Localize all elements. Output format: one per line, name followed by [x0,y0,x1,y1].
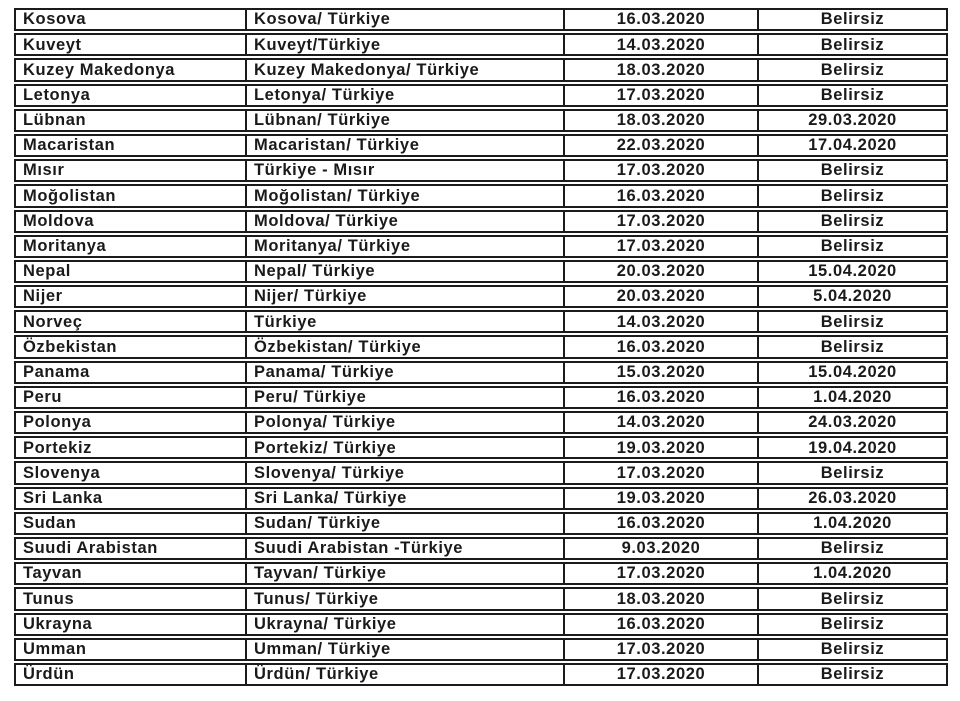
start-date-cell: 20.03.2020 [563,262,757,281]
route-cell: Lübnan/ Türkiye [245,111,563,130]
start-date-cell: 14.03.2020 [563,35,757,54]
route-cell: Peru/ Türkiye [245,388,563,407]
table-row [14,260,948,283]
country-cell: Kuzey Makedonya [23,60,176,79]
end-date-cell: 17.04.2020 [757,136,946,155]
start-date-cell: 19.03.2020 [563,438,757,457]
table-row [14,638,948,661]
table-row [14,361,948,384]
table-row [14,436,948,459]
end-date-cell: Belirsiz [757,337,946,356]
table-row [14,58,948,81]
end-date-cell: Belirsiz [757,640,946,659]
end-date-cell: 15.04.2020 [757,262,946,281]
end-date-cell: Belirsiz [757,60,946,79]
route-cell: Suudi Arabistan -Türkiye [245,539,563,558]
table-row [14,663,948,686]
country-cell: Norveç [23,312,83,331]
country-cell: Moldova [23,211,95,230]
route-cell: Kuveyt/Türkiye [245,35,563,54]
start-date-cell: 17.03.2020 [563,564,757,583]
end-date-cell: 26.03.2020 [757,489,946,508]
table-row [14,613,948,636]
country-cell: Umman [23,640,87,659]
route-cell: Türkiye [245,312,563,331]
route-cell: Panama/ Türkiye [245,363,563,382]
start-date-cell: 16.03.2020 [563,615,757,634]
start-date-cell: 16.03.2020 [563,10,757,29]
country-cell: Sudan [23,514,77,533]
route-cell: Tunus/ Türkiye [245,589,563,608]
country-cell: Tayvan [23,564,83,583]
end-date-cell: Belirsiz [757,35,946,54]
end-date-cell: Belirsiz [757,589,946,608]
table-row [14,184,948,207]
country-cell: Kuveyt [23,35,82,54]
country-cell: Nepal [23,262,71,281]
table-row [14,587,948,610]
start-date-cell: 17.03.2020 [563,161,757,180]
end-date-cell: Belirsiz [757,10,946,29]
country-cell: Tunus [23,589,75,608]
start-date-cell: 18.03.2020 [563,589,757,608]
end-date-cell: Belirsiz [757,665,946,684]
table-row [14,562,948,585]
table-row [14,310,948,333]
country-cell: Ürdün [23,665,75,684]
country-cell: Kosova [23,10,87,29]
start-date-cell: 16.03.2020 [563,186,757,205]
route-cell: Kuzey Makedonya/ Türkiye [245,60,563,79]
start-date-cell: 14.03.2020 [563,413,757,432]
table-row [14,109,948,132]
end-date-cell: 15.04.2020 [757,363,946,382]
start-date-cell: 17.03.2020 [563,665,757,684]
end-date-cell: Belirsiz [757,615,946,634]
table-row [14,159,948,182]
table-row [14,335,948,358]
start-date-cell: 18.03.2020 [563,60,757,79]
end-date-cell: 1.04.2020 [757,514,946,533]
start-date-cell: 16.03.2020 [563,388,757,407]
end-date-cell: Belirsiz [757,86,946,105]
country-cell: Polonya [23,413,92,432]
end-date-cell: 29.03.2020 [757,111,946,130]
route-cell: Nijer/ Türkiye [245,287,563,306]
table-row [14,537,948,560]
end-date-cell: 24.03.2020 [757,413,946,432]
table-row [14,210,948,233]
end-date-cell: Belirsiz [757,161,946,180]
end-date-cell: Belirsiz [757,463,946,482]
route-cell: Umman/ Türkiye [245,640,563,659]
route-cell: Polonya/ Türkiye [245,413,563,432]
country-cell: Özbekistan [23,337,118,356]
route-cell: Tayvan/ Türkiye [245,564,563,583]
end-date-cell: 1.04.2020 [757,564,946,583]
route-cell: Slovenya/ Türkiye [245,463,563,482]
table-row [14,285,948,308]
start-date-cell: 16.03.2020 [563,514,757,533]
start-date-cell: 16.03.2020 [563,337,757,356]
route-cell: Macaristan/ Türkiye [245,136,563,155]
end-date-cell: Belirsiz [757,312,946,331]
start-date-cell: 17.03.2020 [563,237,757,256]
end-date-cell: Belirsiz [757,539,946,558]
table-row [14,33,948,56]
country-cell: Peru [23,388,63,407]
start-date-cell: 18.03.2020 [563,111,757,130]
country-cell: Sri Lanka [23,488,103,507]
route-cell: Türkiye - Mısır [245,161,563,180]
route-cell: Portekiz/ Türkiye [245,438,563,457]
country-cell: Portekiz [23,438,92,457]
start-date-cell: 17.03.2020 [563,212,757,231]
flight-suspension-table [14,8,948,686]
table-row [14,386,948,409]
route-cell: Letonya/ Türkiye [245,86,563,105]
start-date-cell: 17.03.2020 [563,463,757,482]
end-date-cell: Belirsiz [757,186,946,205]
route-cell: Moritanya/ Türkiye [245,237,563,256]
table-row [14,512,948,535]
start-date-cell: 20.03.2020 [563,287,757,306]
table-row [14,235,948,258]
route-cell: Sudan/ Türkiye [245,514,563,533]
country-cell: Mısır [23,161,65,180]
end-date-cell: Belirsiz [757,237,946,256]
country-cell: Nijer [23,287,63,306]
end-date-cell: 1.04.2020 [757,388,946,407]
start-date-cell: 22.03.2020 [563,136,757,155]
start-date-cell: 14.03.2020 [563,312,757,331]
country-cell: Moğolistan [23,186,117,205]
start-date-cell: 9.03.2020 [563,539,757,558]
country-cell: Slovenya [23,463,101,482]
start-date-cell: 19.03.2020 [563,489,757,508]
table-row [14,487,948,510]
table-row [14,461,948,484]
country-cell: Lübnan [23,111,87,130]
country-cell: Ukrayna [23,614,93,633]
route-cell: Ürdün/ Türkiye [245,665,563,684]
table-row [14,134,948,157]
table-row [14,411,948,434]
route-cell: Özbekistan/ Türkiye [245,337,563,356]
route-cell: Sri Lanka/ Türkiye [245,489,563,508]
country-cell: Moritanya [23,237,107,256]
table-row [14,8,948,31]
route-cell: Kosova/ Türkiye [245,10,563,29]
country-cell: Suudi Arabistan [23,539,158,558]
route-cell: Moğolistan/ Türkiye [245,186,563,205]
start-date-cell: 17.03.2020 [563,86,757,105]
route-cell: Moldova/ Türkiye [245,212,563,231]
start-date-cell: 15.03.2020 [563,363,757,382]
end-date-cell: 19.04.2020 [757,438,946,457]
end-date-cell: Belirsiz [757,212,946,231]
country-cell: Letonya [23,85,91,104]
route-cell: Nepal/ Türkiye [245,262,563,281]
country-cell: Macaristan [23,136,116,155]
country-cell: Panama [23,362,90,381]
end-date-cell: 5.04.2020 [757,287,946,306]
start-date-cell: 17.03.2020 [563,640,757,659]
table-row [14,84,948,107]
route-cell: Ukrayna/ Türkiye [245,615,563,634]
